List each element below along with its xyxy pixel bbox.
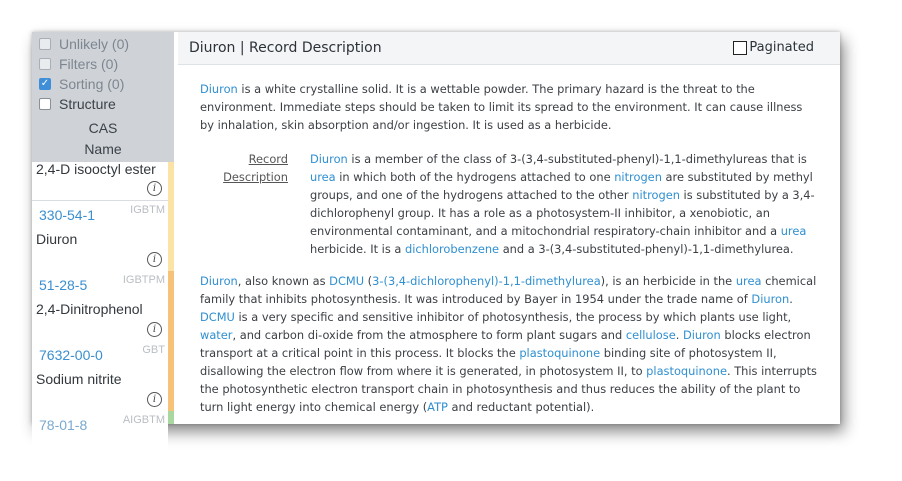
link-water[interactable]: water [200, 328, 233, 342]
link-atp[interactable]: ATP [427, 400, 448, 414]
link-diuron[interactable]: Diuron [682, 328, 721, 342]
link-urea[interactable]: urea [780, 224, 807, 238]
link-dcmu[interactable]: DCMU [329, 274, 365, 288]
row-code: IGBTPM [122, 274, 165, 286]
info-icon[interactable]: i [147, 322, 162, 337]
row-stripe [168, 201, 174, 271]
info-icon[interactable]: i [147, 181, 162, 196]
filter-structure[interactable] [39, 95, 116, 113]
link-dcmu[interactable]: DCMU [200, 310, 235, 324]
paginated-label: Paginated [749, 40, 814, 55]
row-name: 2,4-Dinitrophenol [36, 301, 143, 317]
record-description-text: Diuron is a member of the class of 3-(3,4-substituted-phenyl)-1,1-dimethylureas that is urea in which both of the hydrogens attached to one nitrogen are substituted by methyl groups, and one of the hydrogens attached to the other nitrogen is substituted by a 3,4-dichlorophenyl group. It has a role as a photosystem-II inhibitor, a xenobiotic, an environmental contaminant, and a mitochondrial respiratory-chain inhibitor and a urea herbicide. It is a dichlorobenzene and a 3-(3,4-substituted-phenyl)-1,1-dimethylurea. [310, 152, 815, 256]
link-urea[interactable]: urea [310, 170, 336, 184]
unlikely-checkbox[interactable] [39, 38, 51, 50]
info-icon[interactable]: i [147, 392, 162, 407]
column-header-name[interactable]: Name [84, 141, 122, 157]
column-header-cas[interactable]: CAS [88, 120, 118, 136]
filter-filters-label: Filters (0) [59, 56, 119, 72]
filter-sorting[interactable] [39, 75, 124, 93]
record-description-panel [178, 32, 840, 424]
results-list [32, 32, 174, 433]
link-diuron[interactable]: Diuron [751, 292, 790, 306]
info-icon[interactable]: i [147, 252, 162, 267]
row-cas[interactable]: 7632-00-0 [39, 347, 103, 363]
row-cas[interactable]: 51-28-5 [39, 277, 88, 293]
row-code: AIGBTM [122, 414, 165, 426]
row-name: Diuron [36, 231, 78, 247]
row-cas[interactable]: 330-54-1 [39, 207, 96, 223]
row-stripe [168, 271, 174, 411]
row-code: GBT [142, 344, 165, 356]
filters-checkbox[interactable] [39, 58, 51, 70]
record-description-label[interactable]: Record Description [223, 152, 288, 184]
table-row[interactable] [32, 411, 168, 481]
table-row[interactable] [32, 201, 168, 272]
row-code: IGBTM [130, 204, 165, 216]
sorting-checkbox[interactable]: ✓ [40, 78, 50, 89]
app-window [32, 32, 840, 433]
link-nitrogen[interactable]: nitrogen [632, 188, 680, 202]
link-nitrogen[interactable]: nitrogen [614, 170, 662, 184]
panel-title: Diuron | Record Description [189, 40, 382, 56]
filter-structure-label: Structure [59, 96, 116, 112]
link-cellulose[interactable]: cellulose [625, 328, 676, 342]
filter-panel [32, 32, 174, 162]
filter-filters[interactable] [39, 55, 118, 73]
table-row[interactable] [32, 341, 168, 412]
row-stripe [168, 162, 174, 201]
filter-unlikely-label: Unlikely (0) [59, 36, 130, 52]
link-diuron[interactable]: Diuron [200, 82, 238, 96]
link-plastoquinone[interactable]: plastoquinone [646, 364, 727, 378]
row-stripe [168, 411, 174, 424]
description-body [200, 80, 818, 432]
link-dichlorobenzene[interactable]: dichlorobenzene [404, 242, 500, 256]
link-dcmu-full[interactable]: 3-(3,4-dichlorophenyl)-1,1-dimethylurea [372, 274, 601, 288]
structure-checkbox[interactable] [39, 98, 51, 110]
record-description-section [200, 150, 818, 258]
row-name: 2,4-D isooctyl ester [36, 161, 156, 177]
filter-unlikely[interactable] [39, 35, 129, 53]
link-diuron[interactable]: Diuron [310, 152, 348, 166]
row-name: Sodium nitrite [36, 371, 122, 387]
table-row[interactable] [32, 162, 168, 201]
paginated-toggle[interactable] [733, 40, 814, 55]
link-plastoquinone[interactable]: plastoquinone [519, 346, 601, 360]
row-cas[interactable]: 78-01-8 [39, 417, 88, 433]
filter-sorting-label: Sorting (0) [59, 76, 125, 92]
table-row[interactable] [32, 271, 168, 342]
panel-header [178, 32, 840, 65]
paginated-checkbox[interactable] [733, 41, 747, 55]
detail-paragraph: Diuron, also known as DCMU (3-(3,4-dichlorophenyl)-1,1-dimethylurea), is an herbicide in the urea chemical family that inhibits photosynthesis. It was introduced by Bayer in 1954 under the trade name of Diuron. DCMU is a very specific and sensitive inhibitor of photosynthesis, the process by which plants use light, water, and carbon di-oxide from the atmosphere to form plant sugars and cellulose. Diuron blocks electron transport at a critical point in this process. It blocks the plastoquinone binding site of photosystem II, disallowing the electron flow from where it is generated, in photosystem II, to plastoquinone. This interrupts the photosynthetic electron transport chain in photosynthesis and thus reduces the ability of the plant to turn light energy into chemical energy (ATP and reductant potential). [200, 274, 817, 414]
link-urea[interactable]: urea [735, 274, 762, 288]
summary-paragraph: Diuron is a white crystalline solid. It is a wettable powder. The primary hazard is the threat to the environment. Immediate steps should be taken to limit its spread to the environment. It can cause illness by inhalation, skin absorption and/or ingestion. It is used as a herbicide. [200, 82, 803, 132]
link-diuron[interactable]: Diuron [200, 274, 238, 288]
